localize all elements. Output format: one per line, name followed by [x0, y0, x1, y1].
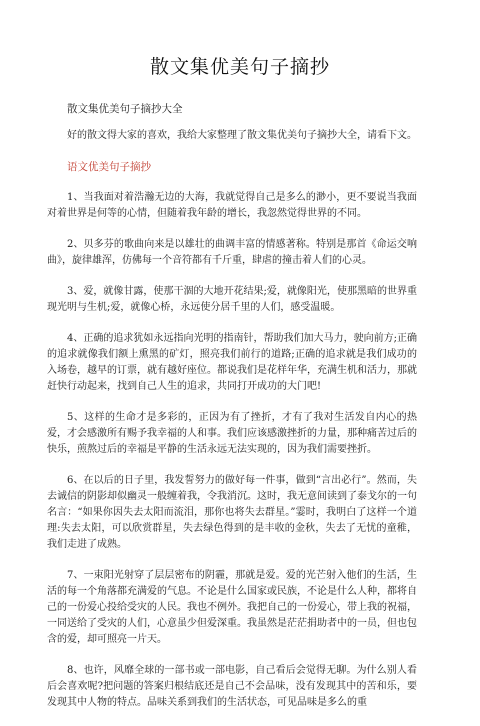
paragraph-6: 6、在以后的日子里，我发誓努力的做好每一件事，做到“言出必行”。然而，失去诚信的阴影却似幽灵一般缠着我，令我消沉。这时，我无意间读到了泰戈尔的一句名言：“如果你因失去太阳而流泪，那你也将失去群星。”霎时，我明白了这样一个道理:失去太阳，可以欣赏群星，失去绿色得到的是丰收的金秋，失去了无忧的童稚，我们走进了成熟。 — [47, 475, 417, 550]
paragraph-8: 8、也许，风靡全球的一部书或一部电影，自己看后会觉得无聊。为什么别人看后会喜欢呢?把问题的答案归根结底还是自己不会品味，没有发现其中的苦和乐，要发现其中人物的特点。品味关系到我们的生活状态，可见品味是多么的重 — [47, 665, 417, 708]
section-heading: 语文优美句子摘抄 — [67, 161, 151, 173]
page-title: 散文集优美句子摘抄 — [149, 56, 330, 78]
paragraph-2: 2、贝多芬的歌曲向来是以雄壮的曲调丰富的情感著称。特别是那首《命运交响曲》，旋律雄浑，仿佛每一个音符都有千斤重，肆虐的撞击着人们的心灵。 — [47, 239, 417, 266]
document-subtitle: 散文集优美句子摘抄大全 — [67, 103, 183, 115]
paragraph-4: 4、正确的追求犹如永远指向光明的指南针，帮助我们加大马力，驶向前方;正确的追求就像我们额上熏黑的矿灯，照亮我们前行的道路;正确的追求就是我们成功的入场卷，越早的订票，就有越好座位。都说我们是花样年华，充满生机和活力，那就赶快行动起来，找到自己人生的追求，共同打开成功的大门吧! — [47, 333, 417, 392]
paragraph-7: 7、一束阳光射穿了层层密布的阴霾，那就是爱。爱的光芒射入他们的生活，生活的每一个角落都充满爱的气息。不论是什么国家或民族，不论是什么人种，都将自己的一份爱心投给受灾的人民。我也不例外。我把自己的一份爱心，带上我的祝福，一同送给了受灾的人们，心意虽少但爱深重。我虽然是茫茫捐助者中的一员，但也包含的爱，却可照亮一片天。 — [47, 570, 417, 645]
paragraph-5: 5、这样的生命才是多彩的，正因为有了挫折，才有了我对生活发自内心的热爱，才会感激所有赐予我幸福的人和事。我们应该感激挫折的力量，那种痛苦过后的快乐，煎熬过后的幸福是平静的生活永远无法实现的，因为我们需要挫折。 — [47, 412, 417, 455]
paragraph-1: 1、当我面对着浩瀚无边的大海，我就觉得自己是多么的渺小，更不要说当我面对着世界是何等的心情，但随着我年龄的增长，我忽然觉得世界的不同。 — [47, 192, 417, 219]
paragraph-3: 3、爱，就像甘露，使那干涸的大地开花结果;爱，就像阳光，使那黑暗的世界重现光明与生机;爱，就像心桥，永远使分居千里的人们，感受温暖。 — [47, 286, 417, 313]
intro-paragraph: 好的散文得大家的喜欢，我给大家整理了散文集优美句子摘抄大全，请看下文。 — [67, 130, 417, 141]
document-body — [47, 128, 417, 726]
